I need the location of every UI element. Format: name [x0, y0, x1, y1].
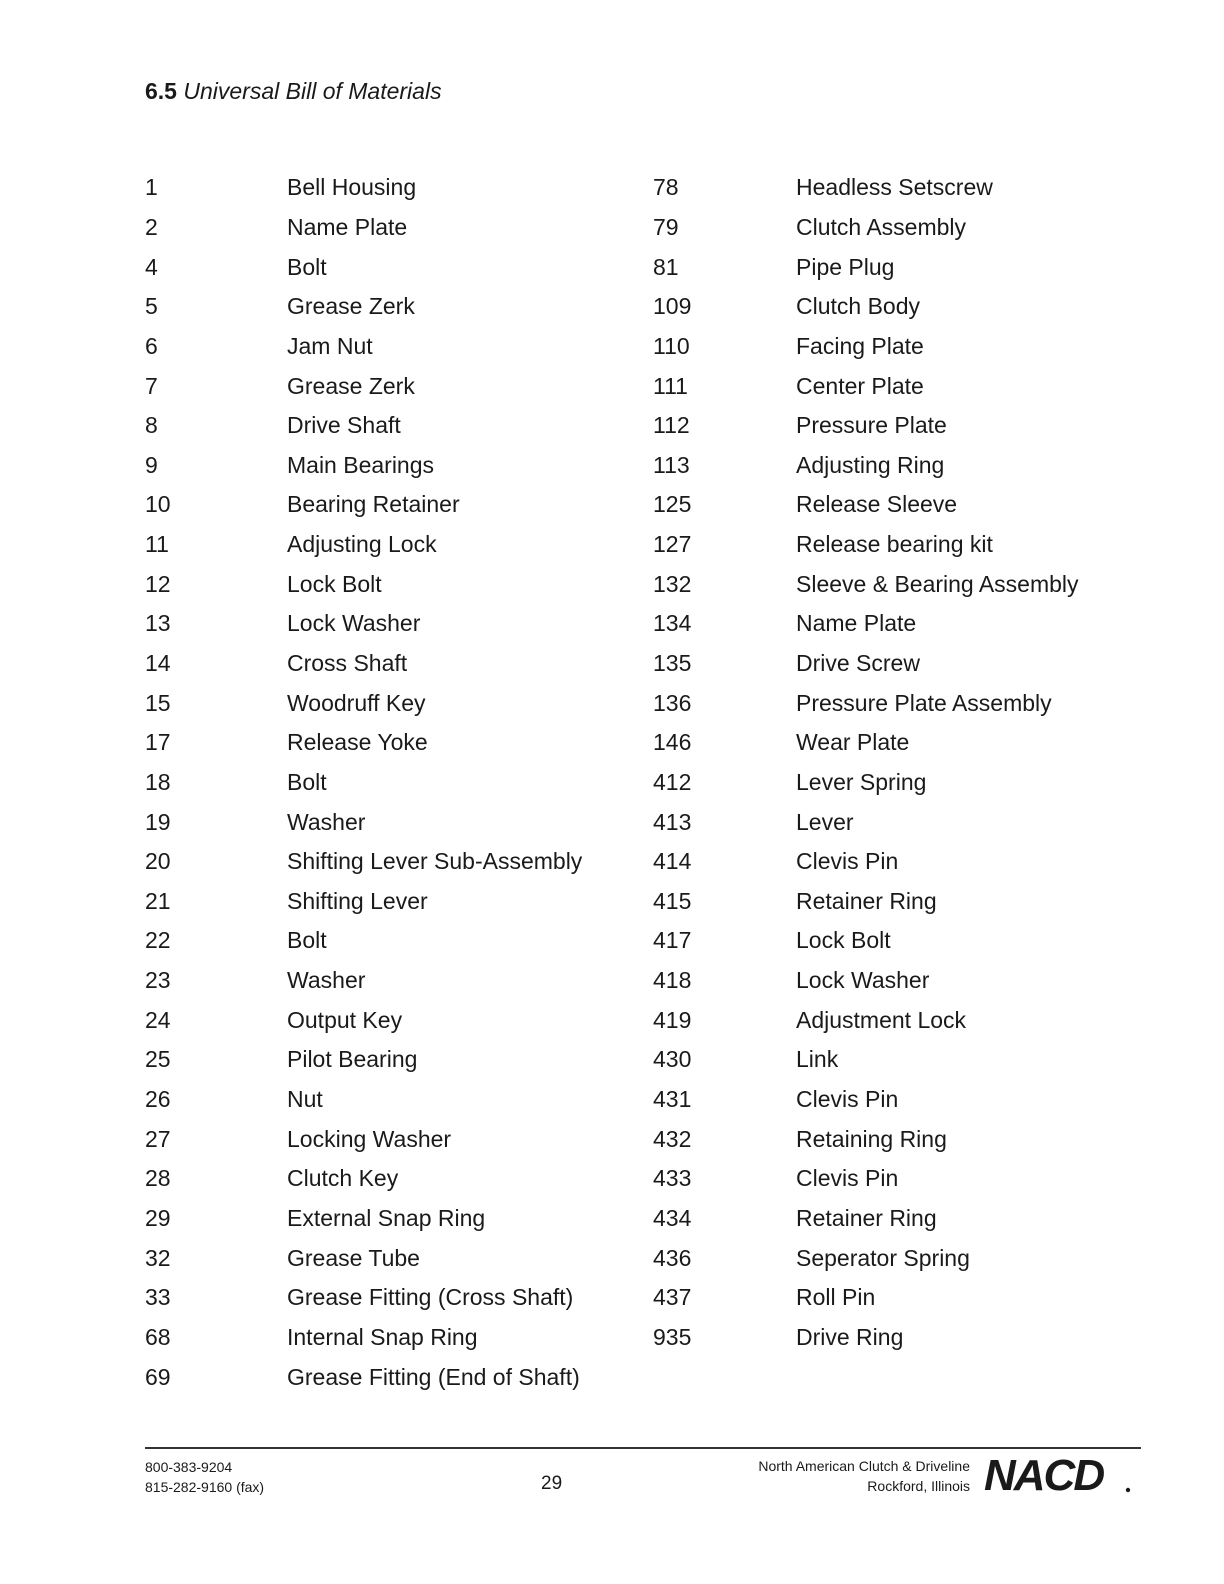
part-row	[653, 485, 1079, 525]
part-row	[145, 763, 582, 803]
part-number: 24	[145, 1006, 171, 1033]
part-name: Cross Shaft	[287, 650, 408, 676]
part-row	[145, 1080, 582, 1120]
section-number: 6.5	[145, 78, 177, 104]
part-row	[653, 327, 1079, 367]
part-name: Grease Fitting (Cross Shaft)	[287, 1284, 574, 1311]
part-name: Clutch Assembly	[796, 213, 967, 240]
part-row	[653, 168, 1079, 208]
part-number: 111	[653, 372, 688, 399]
part-name: Lock Bolt	[287, 570, 382, 597]
part-number: 27	[145, 1125, 171, 1152]
part-name: Pipe Plug	[796, 253, 895, 280]
part-name: Bolt	[287, 768, 327, 795]
part-name: Facing Plate	[796, 332, 924, 359]
part-name: Pressure Plate Assembly	[796, 689, 1052, 716]
part-number: 14	[145, 650, 171, 676]
part-row	[145, 802, 582, 842]
part-number: 17	[145, 729, 171, 756]
part-name: Drive Shaft	[287, 412, 401, 439]
footer-company	[758, 1456, 970, 1496]
part-number: 127	[653, 531, 692, 558]
section-title	[145, 78, 442, 105]
part-number: 125	[653, 491, 692, 518]
part-row	[653, 445, 1079, 485]
part-number: 12	[145, 570, 171, 597]
part-row	[145, 564, 582, 604]
part-number: 432	[653, 1125, 692, 1152]
part-name: Clevis Pin	[796, 1086, 899, 1113]
part-row	[145, 445, 582, 485]
part-number: 146	[653, 729, 692, 756]
part-number: 436	[653, 1244, 692, 1271]
part-name: Roll Pin	[796, 1284, 876, 1311]
part-name: Adjusting Ring	[796, 451, 945, 478]
part-number: 417	[653, 927, 692, 954]
part-number: 78	[653, 174, 679, 201]
part-name: Woodruff Key	[287, 689, 426, 716]
part-number: 431	[653, 1086, 692, 1113]
part-row	[653, 1199, 1079, 1239]
part-name: Grease Zerk	[287, 372, 415, 399]
part-row	[145, 1000, 582, 1040]
part-row	[653, 921, 1079, 961]
part-name: Bolt	[287, 253, 327, 280]
part-name: Grease Fitting (End of Shaft)	[287, 1363, 580, 1390]
part-name: Lever Spring	[796, 768, 927, 795]
footer-contact	[145, 1457, 264, 1497]
parts-list-right-column	[653, 168, 1079, 1357]
part-row	[653, 882, 1079, 922]
part-name: Retainer Ring	[796, 887, 937, 914]
part-row	[653, 525, 1079, 565]
part-number: 20	[145, 848, 171, 875]
part-row	[145, 406, 582, 446]
part-number: 437	[653, 1284, 692, 1311]
part-name: Nut	[287, 1086, 323, 1113]
part-number: 9	[145, 451, 158, 478]
part-name: Clevis Pin	[796, 1165, 899, 1192]
part-row	[145, 1318, 582, 1358]
parts-list-left-column	[145, 168, 582, 1397]
part-name: Release bearing kit	[796, 531, 993, 558]
part-row	[145, 366, 582, 406]
part-row	[653, 1159, 1079, 1199]
part-row	[653, 683, 1079, 723]
part-number: 109	[653, 293, 692, 320]
part-number: 26	[145, 1086, 171, 1113]
part-name: Lock Bolt	[796, 927, 891, 954]
part-number: 33	[145, 1284, 171, 1311]
part-name: Clutch Body	[796, 293, 921, 320]
part-row	[653, 1238, 1079, 1278]
part-number: 7	[145, 372, 158, 399]
part-number: 413	[653, 808, 692, 835]
part-number: 81	[653, 253, 679, 280]
part-number: 4	[145, 253, 158, 280]
part-row	[145, 882, 582, 922]
part-number: 414	[653, 848, 692, 875]
part-row	[653, 961, 1079, 1001]
part-row	[653, 366, 1079, 406]
part-name: Link	[796, 1046, 839, 1073]
part-number: 21	[145, 887, 171, 914]
part-name: Headless Setscrew	[796, 174, 993, 201]
part-row	[145, 1159, 582, 1199]
part-row	[145, 247, 582, 287]
part-name: Bolt	[287, 927, 327, 954]
part-number: 23	[145, 967, 171, 994]
part-name: Adjustment Lock	[796, 1006, 967, 1033]
part-name: Sleeve & Bearing Assembly	[796, 570, 1079, 597]
part-row	[145, 1119, 582, 1159]
part-name: Bearing Retainer	[287, 491, 460, 518]
part-row	[145, 168, 582, 208]
part-row	[145, 525, 582, 565]
part-row	[145, 921, 582, 961]
part-number: 132	[653, 570, 692, 597]
part-number: 418	[653, 967, 692, 994]
part-name: Adjusting Lock	[287, 531, 437, 558]
part-number: 69	[145, 1363, 171, 1390]
part-number: 415	[653, 887, 692, 914]
part-number: 136	[653, 689, 692, 716]
part-row	[145, 723, 582, 763]
part-name: Name Plate	[287, 213, 408, 240]
part-row	[145, 1199, 582, 1239]
part-name: Retainer Ring	[796, 1204, 937, 1231]
part-name: Locking Washer	[287, 1125, 452, 1152]
part-number: 430	[653, 1046, 692, 1073]
part-number: 28	[145, 1165, 171, 1192]
part-number: 1	[145, 174, 158, 201]
part-number: 433	[653, 1165, 692, 1192]
part-row	[653, 1080, 1079, 1120]
part-row	[653, 1278, 1079, 1318]
part-row	[653, 406, 1079, 446]
part-number: 112	[653, 412, 690, 439]
part-row	[653, 1040, 1079, 1080]
part-row	[145, 604, 582, 644]
part-row	[145, 485, 582, 525]
part-name: Shifting Lever	[287, 887, 428, 914]
part-name: Internal Snap Ring	[287, 1323, 478, 1350]
part-name: Center Plate	[796, 372, 924, 399]
part-number: 11	[145, 531, 169, 558]
part-number: 18	[145, 768, 171, 795]
part-name: Name Plate	[796, 610, 917, 637]
part-name: Pressure Plate	[796, 412, 947, 439]
part-row	[145, 1040, 582, 1080]
part-name: Release Sleeve	[796, 491, 958, 518]
part-name: Grease Tube	[287, 1244, 420, 1271]
part-number: 5	[145, 293, 158, 320]
part-row	[653, 564, 1079, 604]
part-row	[145, 683, 582, 723]
part-row	[653, 604, 1079, 644]
part-name: Seperator Spring	[796, 1244, 970, 1271]
part-name: Wear Plate	[796, 729, 910, 756]
part-row	[145, 287, 582, 327]
part-number: 434	[653, 1204, 692, 1231]
part-row	[653, 208, 1079, 248]
part-number: 113	[653, 451, 690, 478]
part-row	[653, 247, 1079, 287]
part-name: Shifting Lever Sub-Assembly	[287, 848, 583, 875]
part-row	[653, 723, 1079, 763]
part-row	[145, 208, 582, 248]
part-row	[145, 961, 582, 1001]
part-name: Washer	[287, 808, 366, 835]
part-name: Pilot Bearing	[287, 1046, 418, 1073]
part-row	[653, 842, 1079, 882]
nacd-logo-icon	[982, 1452, 1132, 1496]
page-number: 29	[541, 1473, 563, 1494]
part-name: Bell Housing	[287, 174, 417, 201]
footer-fax: 815-282-9160 (fax)	[145, 1479, 265, 1495]
part-row	[653, 802, 1079, 842]
part-number: 135	[653, 650, 692, 676]
part-name: Clutch Key	[287, 1165, 399, 1192]
part-number: 25	[145, 1046, 171, 1073]
part-number: 79	[653, 213, 679, 240]
part-name: Retaining Ring	[796, 1125, 947, 1152]
part-name: Lock Washer	[287, 610, 421, 637]
part-name: Lever	[796, 808, 854, 835]
part-name: Clevis Pin	[796, 848, 899, 875]
part-name: Washer	[287, 967, 366, 994]
part-row	[145, 644, 582, 684]
part-row	[145, 1238, 582, 1278]
part-name: Drive Ring	[796, 1323, 904, 1350]
part-number: 110	[653, 332, 690, 359]
part-name: Output Key	[287, 1006, 403, 1033]
footer-divider	[145, 1447, 1141, 1449]
part-row	[653, 287, 1079, 327]
part-name: Jam Nut	[287, 332, 373, 359]
logo-text: NACD	[984, 1452, 1104, 1496]
part-number: 13	[145, 610, 171, 637]
part-number: 19	[145, 808, 171, 835]
part-row	[653, 1000, 1079, 1040]
part-name: Grease Zerk	[287, 293, 415, 320]
part-row	[145, 1278, 582, 1318]
company-name: North American Clutch & Driveline	[758, 1458, 970, 1474]
part-number: 419	[653, 1006, 692, 1033]
part-number: 32	[145, 1244, 171, 1271]
section-title-text: Universal Bill of Materials	[183, 78, 442, 104]
part-row	[653, 1119, 1079, 1159]
part-number: 10	[145, 491, 171, 518]
footer-phone: 800-383-9204	[145, 1459, 233, 1475]
part-name: Drive Screw	[796, 650, 920, 676]
part-number: 15	[145, 689, 171, 716]
part-number: 134	[653, 610, 692, 637]
part-number: 68	[145, 1323, 171, 1350]
part-number: 412	[653, 768, 692, 795]
part-row	[145, 1357, 582, 1397]
part-row	[145, 842, 582, 882]
part-row	[653, 644, 1079, 684]
part-number: 6	[145, 332, 158, 359]
part-number: 2	[145, 213, 158, 240]
part-name: Main Bearings	[287, 451, 435, 478]
company-location: Rockford, Illinois	[867, 1478, 970, 1494]
part-number: 8	[145, 412, 158, 439]
part-row	[653, 1318, 1079, 1358]
part-number: 935	[653, 1323, 692, 1350]
part-name: Lock Washer	[796, 967, 930, 994]
part-row	[145, 327, 582, 367]
part-name: External Snap Ring	[287, 1204, 486, 1231]
part-name: Release Yoke	[287, 729, 428, 756]
part-number: 22	[145, 927, 171, 954]
part-number: 29	[145, 1204, 171, 1231]
part-row	[653, 763, 1079, 803]
